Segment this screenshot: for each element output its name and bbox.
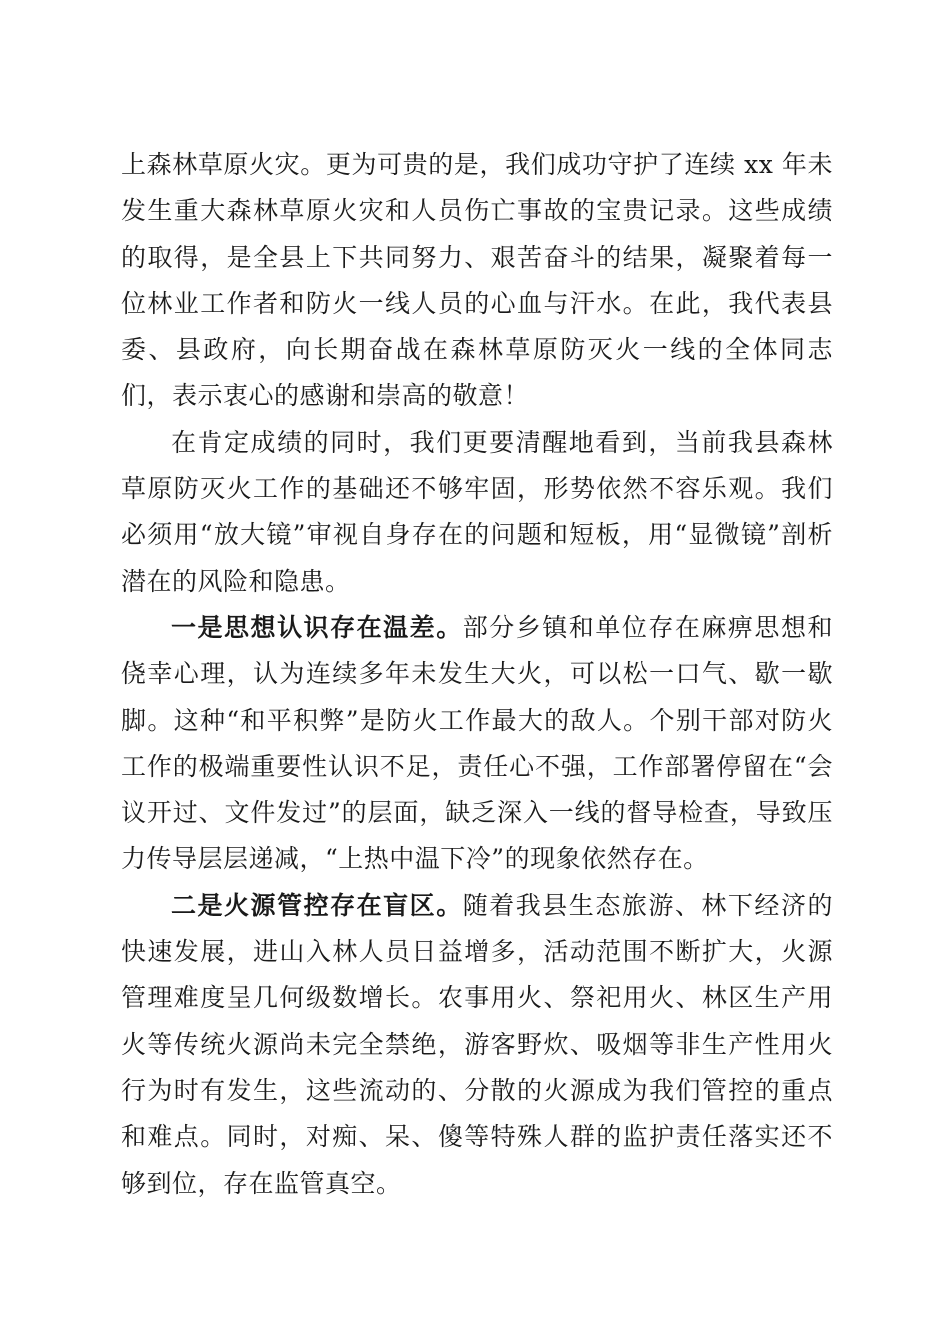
paragraph-lead-heading: 一是思想认识存在温差。 — [171, 612, 463, 642]
paragraph-text: 随着我县生态旅游、林下经济的快速发展，进山入林人员日益增多，活动范围不断扩大，火源管理难度呈几何级数增长。农事用火、祭祀用火、林区生产用火等传统火源尚未完全禁绝，游客野炊、吸烟等非生产性用火行为时有发生，这些流动的、分散的火源成为我们管控的重点和难点。同时，对痴、呆、傻等特殊人群的监护责任落实还不够到位，存在监管真空。 — [121, 890, 833, 1198]
paragraph-lead-heading: 二是火源管控存在盲区。 — [171, 890, 463, 920]
paragraph-text: 在肯定成绩的同时，我们更要清醒地看到，当前我县森林草原防灭火工作的基础还不够牢固，形势依然不容乐观。我们必须用“放大镜”审视自身存在的问题和短板，用“显微镜”剖析潜在的风险和隐患。 — [121, 427, 833, 596]
paragraph-challenges-intro — [121, 420, 833, 605]
paragraph-point-two — [121, 883, 833, 1207]
paragraph-point-one — [121, 605, 833, 883]
paragraph-continued — [121, 142, 833, 420]
paragraph-text: 上森林草原火灾。更为可贵的是，我们成功守护了连续 xx 年未发生重大森林草原火灾和人员伤亡事故的宝贵记录。这些成绩的取得，是全县上下共同努力、艰苦奋斗的结果，凝聚着每一位林业工作者和防火一线人员的心血与汗水。在此，我代表县委、县政府，向长期奋战在森林草原防灭火一线的全体同志们，表示衷心的感谢和崇高的敬意！ — [121, 150, 833, 411]
paragraph-text: 部分乡镇和单位存在麻痹思想和侥幸心理，认为连续多年未发生大火，可以松一口气、歇一歇脚。这种“和平积弊”是防火工作最大的敌人。个别干部对防火工作的极端重要性认识不足，责任心不强，工作部署停留在“会议开过、文件发过”的层面，缺乏深入一线的督导检查，导致压力传导层层递减，“上热中温下冷”的现象依然存在。 — [121, 612, 833, 874]
document-body — [121, 142, 833, 1207]
